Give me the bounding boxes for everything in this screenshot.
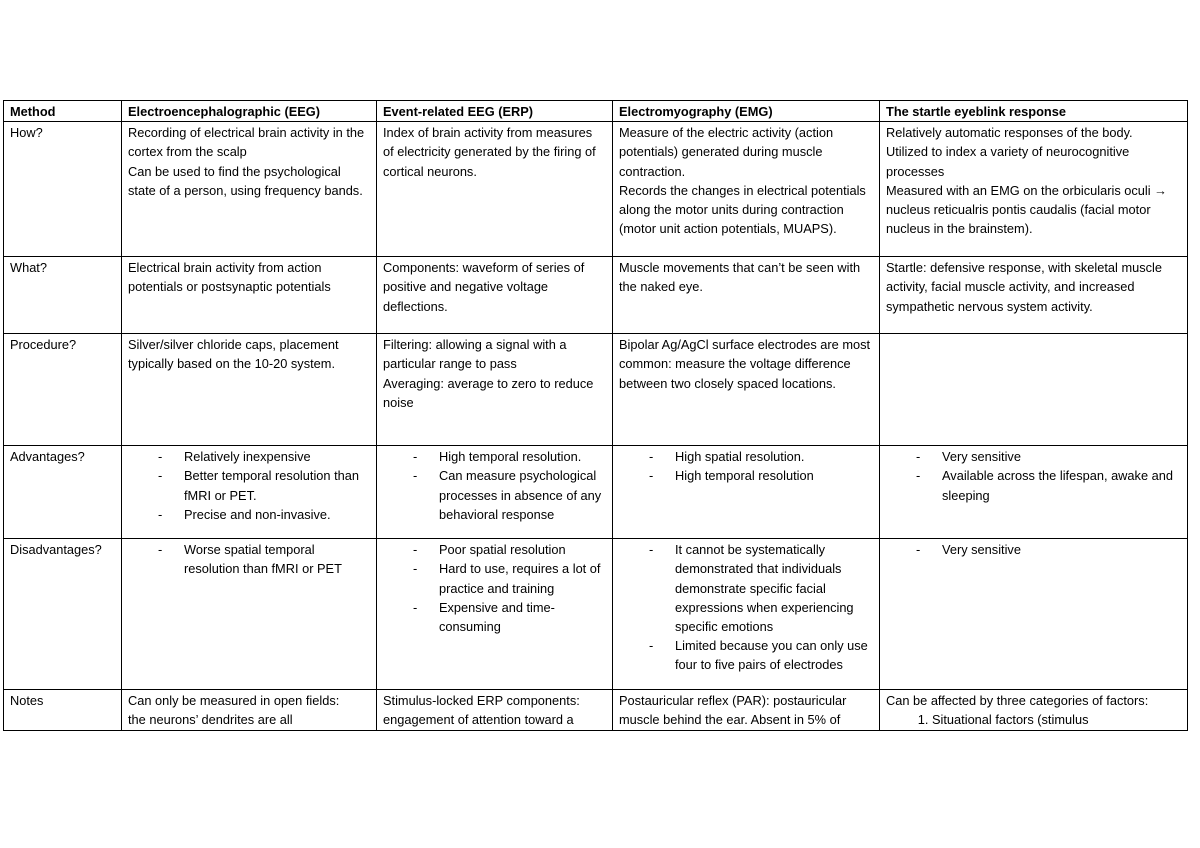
comparison-table bbox=[3, 100, 1188, 731]
cell-text: Recording of electrical brain activity in the cortex from the scalp bbox=[128, 125, 368, 160]
cell-text: Stimulus-locked ERP components: bbox=[383, 693, 580, 709]
cell-text: Measured with an EMG on the orbicularis oculi → nucleus reticualris pontis caudalis (facial motor nucleus in the brainstem). bbox=[886, 182, 1171, 237]
cell-how-startle bbox=[880, 122, 1188, 257]
list-item: - Available across the lifespan, awake and sleeping bbox=[926, 466, 1181, 504]
list-item: - Limited because you can only use four to five pairs of electrodes bbox=[659, 636, 873, 674]
cell-text: Can only be measured in open fields: bbox=[128, 693, 340, 709]
header-emg: Electromyography (EMG) bbox=[613, 101, 880, 122]
cell-text: Can be affected by three categories of factors: bbox=[886, 693, 1149, 709]
cell-notes-eeg bbox=[122, 690, 377, 730]
list-item: - Hard to use, requires a lot of practice and training bbox=[423, 559, 606, 597]
cell-disadvantages-startle bbox=[880, 539, 1188, 690]
bullet-list bbox=[128, 540, 370, 578]
cell-text: the neurons’ dendrites are all bbox=[128, 712, 293, 728]
cell-text: Postauricular reflex (PAR): postauricular bbox=[619, 693, 847, 709]
header-method: Method bbox=[4, 101, 122, 122]
list-item: - Expensive and time-consuming bbox=[423, 598, 606, 636]
cell-what-emg: Muscle movements that can’t be seen with the naked eye. bbox=[613, 257, 880, 334]
row-procedure bbox=[4, 334, 1188, 446]
cell-text: Utilized to index a variety of neurocognitive processes bbox=[886, 144, 1133, 179]
cell-text: Can be used to find the psychological state of a person, using frequency bands. bbox=[128, 163, 363, 198]
row-label-procedure: Procedure? bbox=[4, 334, 122, 446]
cell-how-erp bbox=[377, 122, 613, 257]
cell-text: Averaging: average to zero to reduce noise bbox=[383, 375, 597, 410]
header-erp: Event-related EEG (ERP) bbox=[377, 101, 613, 122]
bullet-list bbox=[128, 447, 370, 524]
row-label-disadvantages: Disadvantages? bbox=[4, 539, 122, 690]
list-item: - Poor spatial resolution bbox=[423, 540, 606, 559]
cell-what-erp: Components: waveform of series of positive and negative voltage deflections. bbox=[377, 257, 613, 334]
cell-notes-emg bbox=[613, 690, 880, 730]
list-item: - Relatively inexpensive bbox=[168, 447, 370, 466]
bullet-list bbox=[383, 447, 606, 524]
cell-text: Index of brain activity from measures of electricity generated by the firing of cortical neurons. bbox=[383, 125, 600, 179]
list-item: - It cannot be systematically demonstrated that individuals demonstrate specific facial expressions when experiencing specific emotions bbox=[659, 540, 873, 636]
cell-procedure-eeg: Silver/silver chloride caps, placement typically based on the 10-20 system. bbox=[122, 334, 377, 446]
list-item: - Very sensitive bbox=[926, 540, 1181, 559]
list-item: - Can measure psychological processes in absence of any behavioral response bbox=[423, 466, 606, 524]
list-item: - Better temporal resolution than fMRI or PET. bbox=[168, 466, 370, 504]
cell-text: engagement of attention toward a bbox=[383, 712, 574, 728]
cell-advantages-startle bbox=[880, 446, 1188, 539]
bullet-list bbox=[886, 447, 1181, 505]
list-item: 1. Situational factors (stimulus bbox=[932, 710, 1181, 729]
row-what bbox=[4, 257, 1188, 334]
cell-advantages-emg bbox=[613, 446, 880, 539]
header-eeg: Electroencephalographic (EEG) bbox=[122, 101, 377, 122]
list-item: - High spatial resolution. bbox=[659, 447, 873, 466]
bullet-list bbox=[619, 447, 873, 485]
cell-procedure-emg: Bipolar Ag/AgCl surface electrodes are most common: measure the voltage difference between two closely spaced locations. bbox=[613, 334, 880, 446]
bullet-list bbox=[886, 540, 1181, 559]
row-how bbox=[4, 122, 1188, 257]
cell-text: muscle behind the ear. Absent in 5% of bbox=[619, 712, 841, 728]
cell-how-eeg bbox=[122, 122, 377, 257]
bullet-list bbox=[619, 540, 873, 674]
cell-disadvantages-erp bbox=[377, 539, 613, 690]
row-disadvantages bbox=[4, 539, 1188, 690]
cell-notes-erp bbox=[377, 690, 613, 730]
cell-procedure-startle bbox=[880, 334, 1188, 446]
numbered-list bbox=[886, 710, 1181, 729]
row-label-advantages: Advantages? bbox=[4, 446, 122, 539]
cell-text: Measure of the electric activity (action potentials) generated during muscle contraction. bbox=[619, 125, 837, 179]
header-row bbox=[4, 101, 1188, 122]
cell-what-eeg: Electrical brain activity from action potentials or postsynaptic potentials bbox=[122, 257, 377, 334]
header-startle: The startle eyeblink response bbox=[880, 101, 1188, 122]
cell-advantages-erp bbox=[377, 446, 613, 539]
cell-notes-startle bbox=[880, 690, 1188, 730]
cell-disadvantages-eeg bbox=[122, 539, 377, 690]
cell-text: Records the changes in electrical potentials along the motor units during contraction (motor unit action potentials, MUAPS). bbox=[619, 182, 870, 237]
row-notes bbox=[4, 690, 1188, 730]
bullet-list bbox=[383, 540, 606, 636]
row-advantages bbox=[4, 446, 1188, 539]
row-label-how: How? bbox=[4, 122, 122, 257]
cell-text: Filtering: allowing a signal with a particular range to pass bbox=[383, 337, 571, 372]
list-item: - High temporal resolution bbox=[659, 466, 873, 485]
cell-how-emg bbox=[613, 122, 880, 257]
list-item: - Worse spatial temporal resolution than fMRI or PET bbox=[168, 540, 370, 578]
cell-text: Relatively automatic responses of the body. bbox=[886, 125, 1133, 141]
cell-procedure-erp bbox=[377, 334, 613, 446]
row-label-what: What? bbox=[4, 257, 122, 334]
cell-advantages-eeg bbox=[122, 446, 377, 539]
cell-what-startle: Startle: defensive response, with skeletal muscle activity, facial muscle activity, and increased sympathetic nervous system activity. bbox=[880, 257, 1188, 334]
list-item: - Precise and non-invasive. bbox=[168, 505, 370, 524]
cell-disadvantages-emg bbox=[613, 539, 880, 690]
list-item: - Very sensitive bbox=[926, 447, 1181, 466]
row-label-notes: Notes bbox=[4, 690, 122, 730]
list-item: - High temporal resolution. bbox=[423, 447, 606, 466]
